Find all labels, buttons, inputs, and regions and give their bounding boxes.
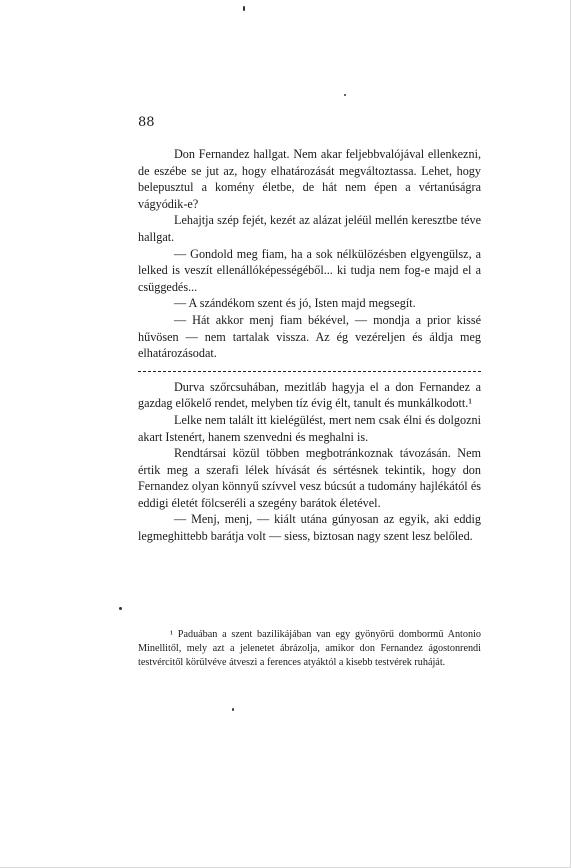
paragraph: — Menj, menj, — kiált utána gúnyosan az egyik, aki eddig legmeghittebb barátja volt — siess, biztosan nagy szent lesz belőled. (138, 512, 481, 544)
paragraph: Rendtársai közül többen megbotránkoznak távozásán. Nem értik meg a szerafi lélek hívását és sértésnek tekintik, hogy don Fernandez olyan könnyű szívvel vesz búcsút a tudomány hajlékától és eddigi életét fölcseréli a szegény barátok életével. (138, 446, 481, 510)
footnote-text: ¹ Paduában a szent bazilikájában van egy gyönyörű dombormű Antonio Minellitől, mely azt a jelenetet ábrázolja, amikor don Fernandez ágostonrendi testvércitől körülvéve átveszi a ferences atyáktól a kisebb testvérek ruháját. (138, 629, 481, 668)
paragraph: — Hát akkor menj fiam békével, — mondja a prior kissé hűvösen — nem tartalak vissza. Az ég vezéreljen és áldja meg elhatározásodat. (138, 312, 481, 361)
paragraph: — A szándékom szent és jó, Isten majd megsegít. (174, 296, 416, 311)
scan-speck (119, 607, 122, 610)
paragraph: Don Fernandez hallgat. Nem akar feljebbvalójával ellenkezni, de eszébe se jut az, hogy elhatározását megváltoztassa. Lehet, hogy belepusztul a komény életbe, de hát nem épen a vértanúságra vágyódik-e? (138, 147, 481, 211)
section-divider (138, 371, 481, 372)
page-number: 88 (138, 115, 155, 130)
paragraph: Lehajtja szép fejét, kezét az alázat jeléül mellén keresztbe téve hallgat. (138, 213, 481, 244)
scan-speck (344, 94, 346, 96)
paragraph: — Gondold meg fiam, ha a sok nélkülözésben elgyengülsz, a lelked is veszít ellenállóképességéből... ki tudja nem fog-e majd el a csüggedés... (138, 246, 481, 294)
scan-speck (243, 6, 245, 11)
paragraph: Lelke nem talált itt kielégülést, mert nem csak élni és dolgozni akart Istenért, hanem szenvedni és meghalni is. (138, 412, 481, 444)
scan-speck (232, 708, 234, 711)
body-text (138, 146, 481, 545)
footnote (138, 628, 481, 670)
paragraph: Durva szőrcsuhában, mezitláb hagyja el a don Fernandez a gazdag előkelő rendet, melyben tíz évig élt, tanult és munkálkodott.¹ (138, 379, 481, 411)
